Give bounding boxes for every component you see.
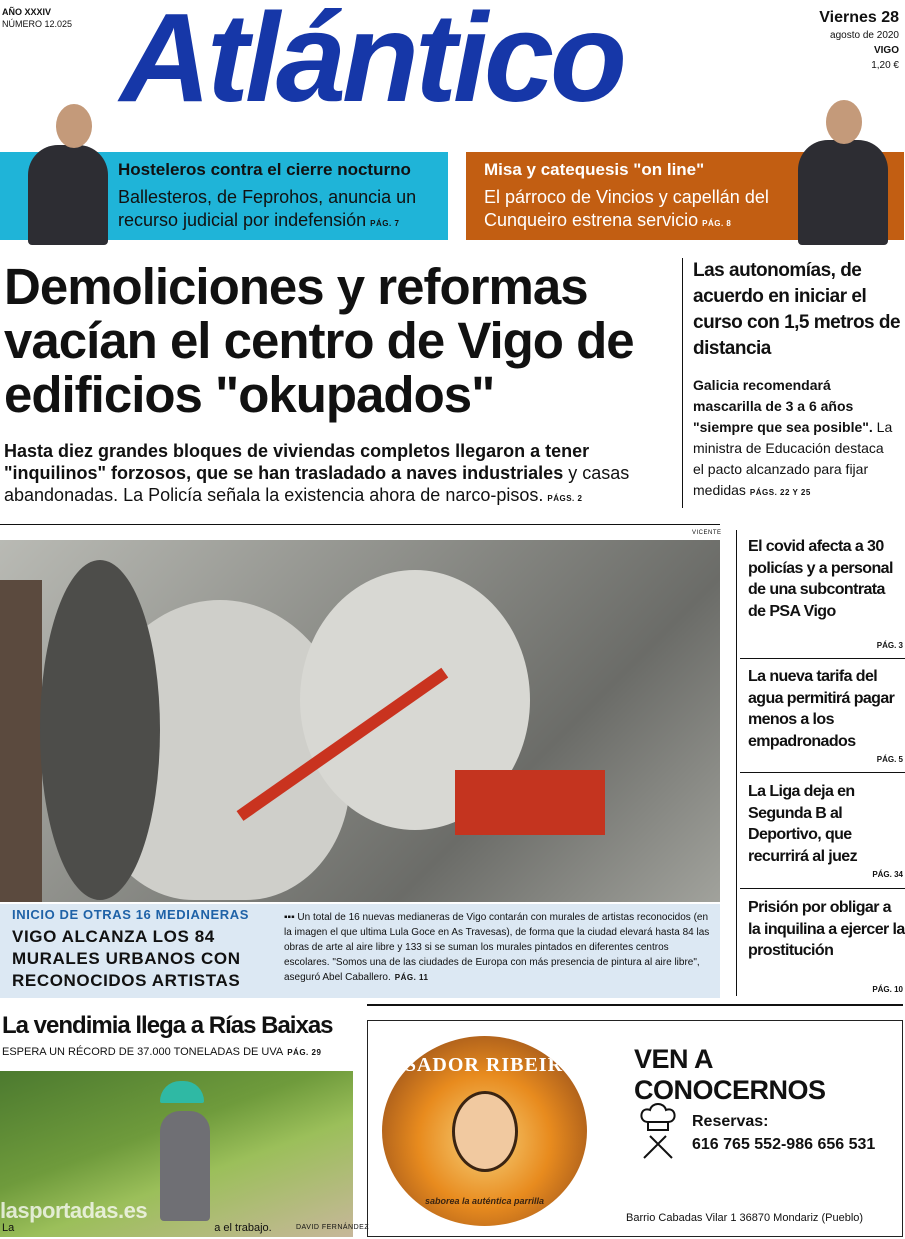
promo-body: El párroco de Vincios y capellán del Cunqueiro estrena servicio PÁG. 8	[484, 187, 769, 230]
promo-title: Misa y catequesis "on line"	[484, 160, 705, 179]
issue-number: NÚMERO 12.025	[2, 19, 73, 29]
page-ref: PÁG. 7	[370, 219, 400, 228]
watermark-lasportadas: lasportadas.es	[0, 1198, 148, 1223]
person-head	[56, 104, 92, 148]
promo-body: Ballesteros, de Feprohos, anuncia un recurso judicial por indefensión PÁG. 7	[118, 187, 417, 230]
brief-deportivo[interactable]: La Liga deja en Segunda B al Deportivo, que recurrirá al juez	[748, 783, 857, 865]
briefs-divider	[736, 530, 737, 996]
person-photo-ballesteros	[28, 145, 108, 245]
newspaper-logo[interactable]: Atlántico	[120, 0, 624, 128]
page-ref: PÁG. 34	[872, 870, 903, 879]
ad-top-line	[367, 1004, 903, 1006]
year-label: AÑO XXXIV	[2, 7, 52, 17]
page-ref: PÁG. 11	[394, 973, 429, 982]
photo-title[interactable]: VIGO ALCANZA LOS 84 MURALES URBANOS CON RECONOCIDOS ARTISTAS	[12, 927, 241, 990]
ad-address: Barrio Cabadas Vilar 1 36870 Mondariz (Pueblo)	[626, 1212, 864, 1224]
side-body: Galicia recomendará mascarilla de 3 a 6 años "siempre que sea posible". La ministra de Educación destaca el pacto alcanzado para fijar medidas PÁGS. 22 Y 25	[693, 377, 893, 498]
mural-photo	[0, 540, 720, 902]
brief-covid[interactable]: El covid afecta a 30 policías y a personal de una subcontrata de PSA Vigo	[748, 538, 893, 620]
photo-caption-text: ▪▪▪ Un total de 16 nuevas medianeras de Vigo contarán con murales de artistas reconocidos (en la imagen el que ultima Lula Goce en As Travesas), de forma que la ciudad elevará hasta 84 las obras de arte al aire libre y 133 si se suman los murales pintados en diferentes centros escolares. "Somos una de las ciudades de Europa con más presencia de pintura al aire libre", aseguró Abel Caballero. PÁG. 11	[284, 912, 710, 983]
main-headline[interactable]: Demoliciones y reformas vacían el centro de Vigo de edificios "okupados"	[4, 258, 634, 423]
bullet-icon: ▪▪▪	[284, 912, 298, 923]
hair-dark	[40, 560, 160, 900]
logo-slogan: saborea la auténtica parrilla	[424, 1196, 545, 1206]
date-day: Viernes 28	[819, 9, 899, 26]
ad-title: VEN A CONOCERNOS	[634, 1044, 826, 1105]
chef-caricature	[452, 1091, 518, 1172]
page-ref: PÁG. 3	[876, 641, 903, 650]
page-ref: PÁG. 8	[702, 219, 732, 228]
edition-city: VIGO	[873, 45, 899, 56]
person-photo-parroco	[798, 140, 888, 245]
page-ref: PÁGS. 22 Y 25	[749, 488, 811, 497]
page-ref: PÁG. 29	[287, 1048, 322, 1057]
person-head	[826, 100, 862, 144]
main-subheadline: Hasta diez grandes bloques de viviendas completos llegaron a tener "inquilinos" forzosos, que se han trasladado a naves industriales y casas abandonadas. La Policía señala la existencia ahora de narco-pisos. PÁGS. 2	[4, 441, 630, 505]
vendimia-credit: DAVID FERNÁNDEZ	[296, 1224, 370, 1231]
worker-cap	[160, 1081, 204, 1103]
page-ref: PÁG. 5	[876, 755, 903, 764]
brief-separator	[740, 772, 905, 773]
page-ref: PÁGS. 2	[547, 494, 583, 503]
brief-separator	[740, 888, 905, 889]
crane-basket	[455, 770, 605, 835]
column-divider	[682, 258, 683, 508]
photo-credit: VICENTE	[692, 530, 722, 536]
ad-phone-numbers[interactable]: 616 765 552-986 656 531	[692, 1136, 876, 1153]
brief-separator	[740, 658, 905, 659]
asador-logo[interactable]	[382, 1036, 587, 1226]
photo-kicker: INICIO DE OTRAS 16 MEDIANERAS	[12, 907, 249, 922]
logo-text: ASADOR RIBEIRO	[389, 1054, 580, 1076]
vendimia-headline[interactable]: La vendimia llega a Rías Baixas	[2, 1012, 333, 1039]
worker-figure	[160, 1111, 210, 1221]
masthead-date-info	[819, 8, 899, 73]
masthead-issue-info	[2, 6, 72, 30]
wall-left-edge	[0, 580, 42, 902]
brief-prision[interactable]: Prisión por obligar a la inquilina a ejercer la prostitución	[748, 899, 905, 959]
vendimia-subheadline: ESPERA UN RÉCORD DE 37.000 TONELADAS DE UVA PÁG. 29	[2, 1046, 322, 1058]
ad-reservas-label: Reservas:	[692, 1113, 769, 1130]
date-full: agosto de 2020	[830, 30, 899, 41]
brief-tarifa-agua[interactable]: La nueva tarifa del agua permitirá pagar menos a los empadronados	[748, 668, 895, 750]
page-ref: PÁG. 10	[872, 985, 903, 994]
vendimia-caption: La a el trabajo.	[2, 1222, 272, 1234]
chef-hat-icon	[636, 1100, 680, 1160]
price: 1,20 €	[871, 60, 899, 71]
section-divider	[0, 524, 720, 525]
side-headline[interactable]: Las autonomías, de acuerdo en iniciar el curso con 1,5 metros de distancia	[693, 260, 901, 359]
promo-title: Hosteleros contra el cierre nocturno	[118, 160, 411, 179]
